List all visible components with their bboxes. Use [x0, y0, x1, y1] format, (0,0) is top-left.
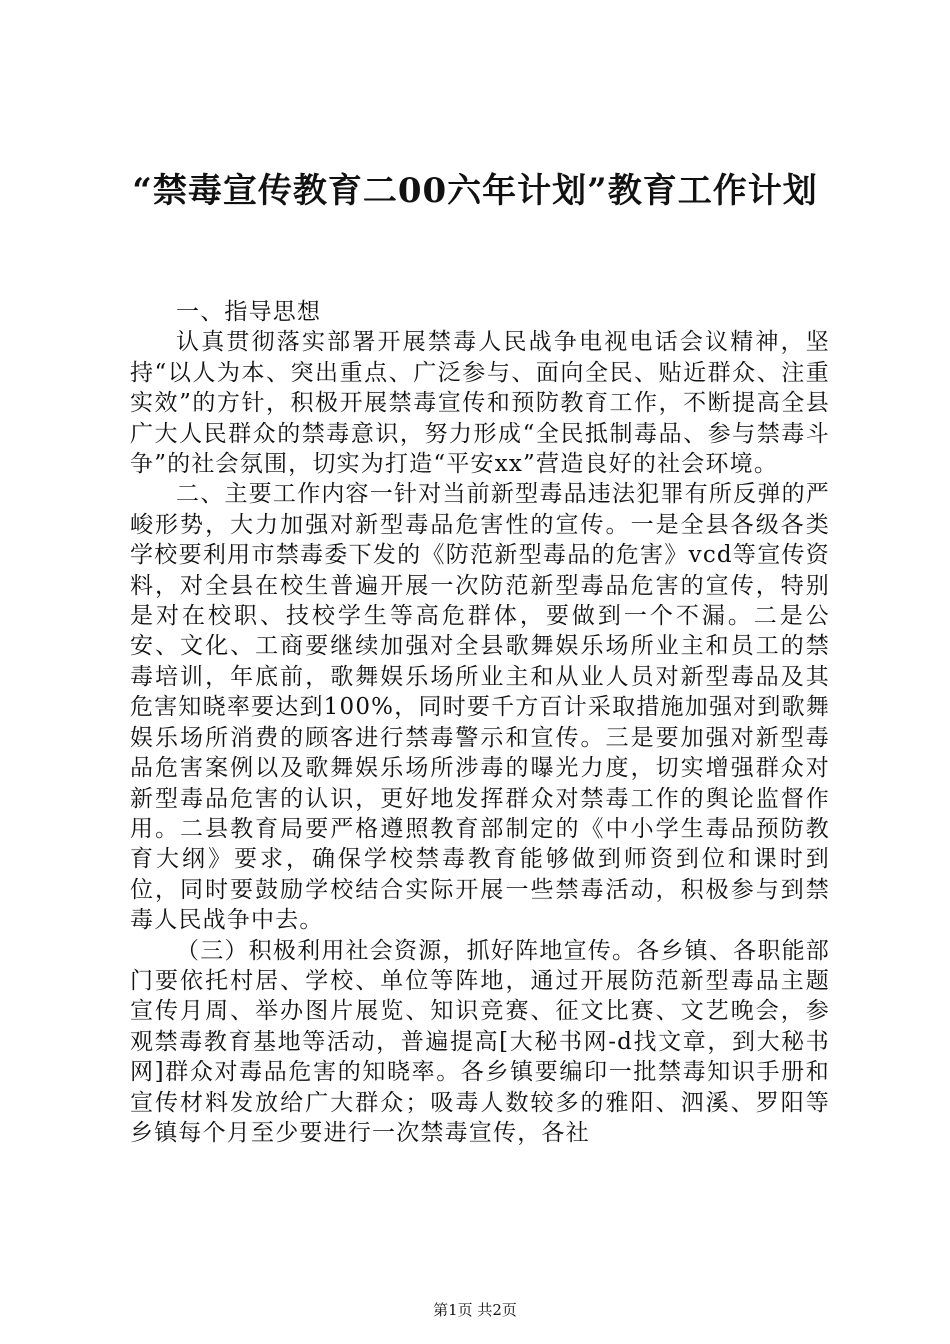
page-footer: 第1页 共2页 [433, 1301, 517, 1319]
section-heading: 一、指导思想 [176, 299, 322, 325]
paragraph: （三）积极利用社会资源，抓好阵地宣传。各乡镇、各职能部门要依托村居、学校、单位等阵地，通过开展防范新型毒品主题宣传月周、举办图片展览、知识竞赛、征文比赛、文艺晚会，参观禁毒教育基地等活动，普遍提高[大秘书网-d找文章，到大秘书网]群众对毒品危害的知晓率。各乡镇要编印一批禁毒知识手册和宣传材料发放给广大群众；吸毒人数较多的雅阳、泗溪、罗阳等乡镇每个月至少要进行一次禁毒宣传，各社 [130, 937, 830, 1146]
paragraph: 二、主要工作内容一针对当前新型毒品违法犯罪有所反弹的严峻形势，大力加强对新型毒品危害性的宣传。一是全县各级各类学校要利用市禁毒委下发的《防范新型毒品的危害》vcd等宣传资料，对全县在校生普遍开展一次防范新型毒品危害的宣传，特别是对在校职、技校学生等高危群体，要做到一个不漏。二是公安、文化、工商要继续加强对全县歌舞娱乐场所业主和员工的禁毒培训，年底前，歌舞娱乐场所业主和从业人员对新型毒品及其危害知晓率要达到100%，同时要千方百计采取措施加强对到歌舞娱乐场所消费的顾客进行禁毒警示和宣传。三是要加强对新型毒品危害案例以及歌舞娱乐场所涉毒的曝光力度，切实增强群众对新型毒品危害的认识，更好地发挥群众对禁毒工作的舆论监督作用。二县教育局要严格遵照教育部制定的《中小学生毒品预防教育大纲》要求，确保学校禁毒教育能够做到师资到位和课时到位，同时要鼓励学校结合实际开展一些禁毒活动，积极参与到禁毒人民战争中去。 [130, 481, 830, 934]
paragraph: 认真贯彻落实部署开展禁毒人民战争电视电话会议精神，坚持“以人为本、突出重点、广泛参与、面向全民、贴近群众、注重实效”的方针，积极开展禁毒宣传和预防教育工作，不断提高全县广大人民群众的禁毒意识，努力形成“全民抵制毒品、参与禁毒斗争”的社会氛围，切实为打造“平安xx”营造良好的社会环境。 [130, 329, 830, 478]
document-title: “禁毒宣传教育二00六年计划”教育工作计划 [132, 171, 818, 211]
document-body [130, 297, 830, 1148]
